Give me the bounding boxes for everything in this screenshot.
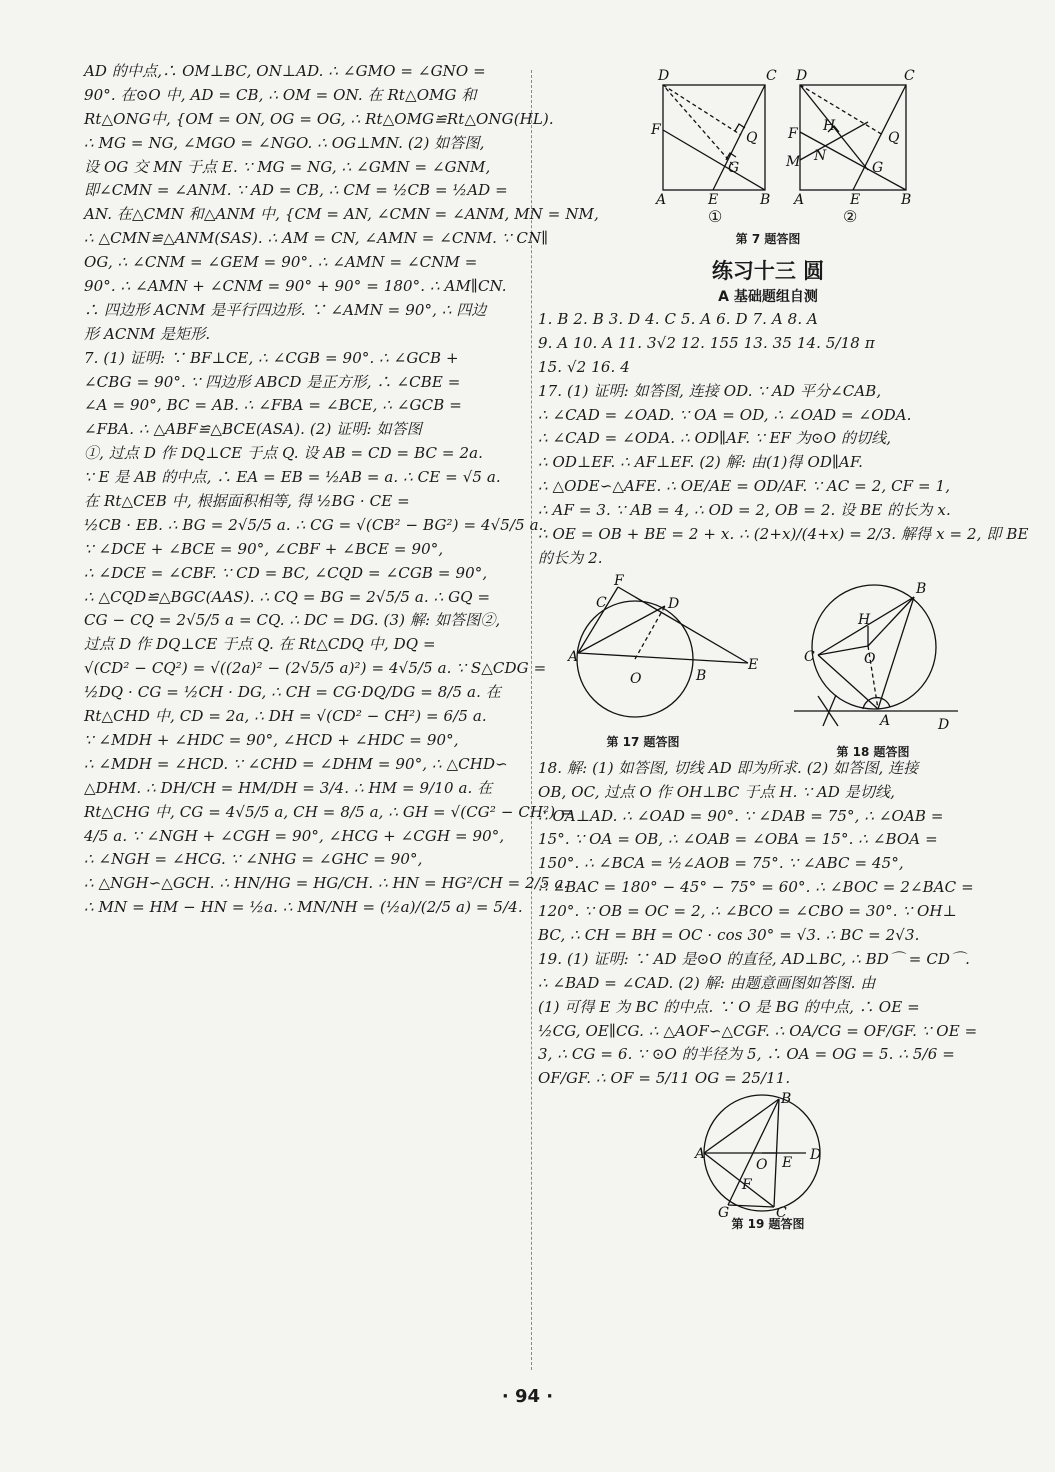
svg-text:B: B xyxy=(901,192,912,208)
text-line: ∴ ∠DCE = ∠CBF. ∵ CD = BC, ∠CQD = ∠CGB = 90°, xyxy=(84,563,488,582)
section-title: 练习十三 圆 xyxy=(711,259,825,283)
svg-text:H: H xyxy=(823,118,836,134)
figure-7-labels-2 xyxy=(785,68,915,208)
svg-text:O: O xyxy=(630,670,642,687)
figure-19-caption: 第 19 题答图 xyxy=(731,1217,805,1232)
svg-text:M: M xyxy=(786,154,801,170)
svg-text:F: F xyxy=(788,126,798,142)
svg-text:Q: Q xyxy=(888,130,900,146)
text-line: ∵ E 是 AB 的中点, ∴ EA = EB = ½AB = a. ∴ CE = √5 a. xyxy=(84,468,501,487)
text-line: 15°. ∵ OA = OB, ∴ ∠OAB = ∠OBA = 15°. ∴ ∠BOA = xyxy=(538,830,938,849)
svg-text:F: F xyxy=(651,122,661,138)
text-line: ∴ ∠CAD = ∠OAD. ∵ OA = OD, ∴ ∠OAD = ∠ODA. xyxy=(538,405,912,424)
svg-text:G: G xyxy=(718,1205,730,1222)
figure-7-caption: 第 7 题答图 xyxy=(735,232,801,246)
text-line: 在 Rt△CEB 中, 根据面积相等, 得 ½BG · CE = xyxy=(84,492,410,511)
svg-text:B: B xyxy=(781,1091,792,1108)
answers-text-block xyxy=(538,308,1029,571)
svg-text:B: B xyxy=(696,667,707,684)
svg-text:A: A xyxy=(568,648,579,665)
svg-text:E: E xyxy=(748,656,759,673)
svg-text:D: D xyxy=(810,1147,822,1164)
figure-17-labels xyxy=(566,573,758,687)
svg-text:G: G xyxy=(872,160,884,176)
svg-text:N: N xyxy=(814,148,827,164)
text-line: 即∠CMN = ∠ANM. ∵ AD = CB, ∴ CM = ½CB = ½AD = xyxy=(84,181,508,200)
figure-7-diagram xyxy=(538,60,998,230)
text-line: 4/5 a. ∵ ∠NGH + ∠CGH = 90°, ∠HCG + ∠CGH = 90°, xyxy=(84,826,505,845)
text-line: 7. (1) 证明: ∵ BF⊥CE, ∴ ∠CGB = 90°. ∴ ∠GCB + xyxy=(84,348,459,367)
svg-text:E: E xyxy=(850,192,861,208)
text-line: ½CG, OE∥CG. ∴ △AOF∽△CGF. ∴ OA/CG = OF/GF. ∵ OE = xyxy=(538,1021,978,1040)
solutions-text-block xyxy=(538,757,998,1091)
text-line: 过点 D 作 DQ⊥CE 于点 Q. 在 Rt△CDQ 中, DQ = xyxy=(84,635,436,654)
svg-text:D: D xyxy=(668,595,680,612)
svg-text:G: G xyxy=(728,160,740,176)
figures-17-18 xyxy=(538,571,998,757)
svg-text:H: H xyxy=(858,611,871,628)
svg-text:D: D xyxy=(938,716,950,733)
text-line: ∵ ∠MDH + ∠HDC = 90°, ∠HCD + ∠HDC = 90°, xyxy=(84,730,459,749)
text-line: ∴ OE = OB + BE = 2 + x. ∴ (2+x)/(4+x) = 2/3. 解得 x = 2, 即 BE xyxy=(538,525,1029,544)
text-line: CG − CQ = 2√5/5 a = CQ. ∴ DC = DG. (3) 解: 如答图②, xyxy=(84,611,501,630)
text-line: 90°. ∴ ∠AMN + ∠CNM = 90° + 90° = 180°. ∴ AM∥CN. xyxy=(84,277,507,296)
text-line: 1. B 2. B 3. D 4. C 5. A 6. D 7. A 8. A xyxy=(538,310,818,328)
svg-text:C: C xyxy=(804,648,815,665)
text-line: ∴ ∠CAD = ∠ODA. ∴ OD∥AF. ∵ EF 为⊙O 的切线, xyxy=(538,429,892,448)
svg-text:F: F xyxy=(614,572,624,589)
figure-7 xyxy=(538,60,998,246)
text-line: (1) 可得 E 为 BC 的中点. ∵ O 是 BG 的中点, ∴ OE = xyxy=(538,997,920,1016)
text-line: ∴ AF = 3. ∵ AB = 4, ∴ OD = 2, OB = 2. 设 BE 的长为 x. xyxy=(538,501,951,520)
text-line: Rt△ONG中, {OM = ON, OG = OG, ∴ Rt△OMG≌Rt△ONG(HL). xyxy=(84,109,554,128)
text-line: OB, OC, 过点 O 作 OH⊥BC 于点 H. ∵ AD 是切线, xyxy=(538,782,895,801)
text-line: ∵ ∠DCE + ∠BCE = 90°, ∠CBF + ∠BCE = 90°, xyxy=(84,539,444,558)
text-line: ①, 过点 D 作 DQ⊥CE 于点 Q. 设 AB = CD = BC = 2a. xyxy=(84,444,484,463)
text-line: 120°. ∵ OB = OC = 2, ∴ ∠BCO = ∠CBO = 30°. ∵ OH⊥ xyxy=(538,902,957,921)
text-line: 的长为 2. xyxy=(538,548,603,567)
figure-7-sub2: ② xyxy=(843,207,858,226)
svg-text:B: B xyxy=(916,580,927,597)
svg-text:O: O xyxy=(756,1157,768,1174)
page-number: · 94 · xyxy=(501,1386,554,1407)
svg-text:A: A xyxy=(794,192,805,208)
text-line: ½CB · EB. ∴ BG = 2√5/5 a. ∴ CG = √(CB² − BG²) = 4√5/5 a. xyxy=(84,515,544,534)
text-line: ∴ ∠MDH = ∠HCD. ∵ ∠CHD = ∠DHM = 90°, ∴ △CHD∽ xyxy=(84,754,508,773)
text-line: 3, ∴ CG = 6. ∵ ⊙O 的半径为 5, ∴ OA = OG = 5. ∴ 5/6 = xyxy=(538,1045,955,1064)
text-line: BC, ∴ CH = BH = OC · cos 30° = √3. ∴ BC = 2√3. xyxy=(538,926,920,945)
text-line: ∴ ∠BAD = ∠CAD. (2) 解: 由题意画图如答图. 由 xyxy=(538,973,876,992)
right-column xyxy=(538,60,1029,1232)
text-line: ∴ 四边形 ACNM 是平行四边形. ∵ ∠AMN = 90°, ∴ 四边 xyxy=(84,300,487,319)
svg-text:F: F xyxy=(742,1177,752,1194)
svg-text:B: B xyxy=(760,192,771,208)
text-line: ∴ MN = HM − HN = ½a. ∴ MN/NH = (½a)/(2/5 a) = 5/4. xyxy=(84,898,523,917)
text-line: 17. (1) 证明: 如答图, 连接 OD. ∵ AD 平分∠CAB, xyxy=(538,381,882,400)
text-line: ∠FBA. ∴ △ABF≌△BCE(ASA). (2) 证明: 如答图 xyxy=(84,420,422,439)
svg-text:A: A xyxy=(656,192,667,208)
svg-text:A: A xyxy=(880,712,891,729)
text-line: △DHM. ∴ DH/CH = HM/DH = 3/4. ∴ HM = 9/10 a. 在 xyxy=(84,778,493,797)
text-line: OG, ∴ ∠CNM = ∠GEM = 90°. ∴ ∠AMN = ∠CNM = xyxy=(84,253,478,272)
text-line: ∴ ∠NGH = ∠HCG. ∵ ∠NHG = ∠GHC = 90°, xyxy=(84,850,423,869)
figure-7-sub1: ① xyxy=(708,207,723,226)
svg-text:C: C xyxy=(776,1205,787,1222)
text-line: Rt△CHD 中, CD = 2a, ∴ DH = √(CD² − CH²) = 6/5 a. xyxy=(84,707,487,726)
text-line: AD 的中点,∴ OM⊥BC, ON⊥AD. ∴ ∠GMO = ∠GNO = xyxy=(84,62,486,80)
column-divider xyxy=(531,70,532,1370)
text-line: 150°. ∴ ∠BCA = ½∠AOB = 75°. ∵ ∠ABC = 45°, xyxy=(538,854,904,873)
text-line: 19. (1) 证明: ∵ AD 是⊙O 的直径, AD⊥BC, ∴ BD⌒ = CD⌒. xyxy=(538,949,971,968)
text-line: ∴ OD⊥EF. ∴ AF⊥EF. (2) 解: 由(1)得 OD∥AF. xyxy=(538,453,863,472)
text-line: ∴ △ODE∽△AFE. ∴ OE/AE = OD/AF. ∵ AC = 2, CF = 1, xyxy=(538,477,951,496)
section-subtitle: A 基础题组自测 xyxy=(718,289,818,305)
text-line: 9. A 10. A 11. 3√2 12. 155 13. 35 14. 5/18 π xyxy=(538,333,875,352)
svg-text:D: D xyxy=(658,68,670,84)
text-line: 18. 解: (1) 如答图, 切线 AD 即为所求. (2) 如答图, 连接 xyxy=(538,758,919,777)
text-line: ∴ △NGH∽△GCH. ∴ HN/HG = HG/CH. ∴ HN = HG²/CH = 2/5 a. xyxy=(84,874,569,893)
text-line: ∠A = 90°, BC = AB. ∴ ∠FBA = ∠BCE, ∴ ∠GCB = xyxy=(84,396,462,415)
text-line: ∴ ∠BAC = 180° − 45° − 75° = 60°. ∴ ∠BOC = 2∠BAC = xyxy=(538,878,974,897)
figure-17-caption: 第 17 题答图 xyxy=(606,734,680,749)
svg-text:E: E xyxy=(708,192,719,208)
text-line: 形 ACNM 是矩形. xyxy=(84,324,211,343)
svg-text:A: A xyxy=(695,1146,706,1163)
text-line: 15. √2 16. 4 xyxy=(538,357,630,376)
text-line: Rt△CHG 中, CG = 4√5/5 a, CH = 8/5 a, ∴ GH = √(CG² − CH²) = xyxy=(84,802,573,821)
figure-18-labels xyxy=(804,581,949,733)
figures-17-18-diagram xyxy=(538,571,998,731)
svg-text:Q: Q xyxy=(746,130,758,146)
text-line: OF/GF. ∴ OF = 5/11 OG = 25/11. xyxy=(538,1069,791,1088)
text-line: AN. 在△CMN 和△ANM 中, {CM = AN, ∠CMN = ∠ANM, MN = NM, xyxy=(84,205,599,224)
text-line: 设 OG 交 MN 于点 E. ∵ MG = NG, ∴ ∠GMN = ∠GNM, xyxy=(84,157,491,176)
text-line: ∠CBG = 90°. ∵ 四边形 ABCD 是正方形, ∴ ∠CBE = xyxy=(84,372,461,391)
svg-text:C: C xyxy=(596,594,607,611)
text-line: ∴ △CQD≌△BGC(AAS). ∴ CQ = BG = 2√5/5 a. ∴ GQ = xyxy=(84,587,491,606)
svg-text:C: C xyxy=(904,68,915,84)
text-line: ∴ △CMN≌△ANM(SAS). ∴ AM = CN, ∠AMN = ∠CNM. ∵ CN∥ xyxy=(84,229,549,248)
text-line: ∴ OA⊥AD. ∴ ∠OAD = 90°. ∵ ∠DAB = 75°, ∴ ∠OAB = xyxy=(538,806,944,825)
svg-text:D: D xyxy=(796,68,808,84)
figure-19-diagram xyxy=(538,1091,998,1222)
text-line: 90°. 在⊙O 中, AD = CB, ∴ OM = ON. 在 Rt△OMG 和 xyxy=(84,85,477,104)
svg-text:C: C xyxy=(766,68,777,84)
figure-19 xyxy=(538,1091,998,1231)
figure-18-caption: 第 18 题答图 xyxy=(836,744,910,759)
svg-text:O: O xyxy=(864,650,876,667)
text-line: ½DQ · CG = ½CH · DG, ∴ CH = CG·DQ/DG = 8/5 a. 在 xyxy=(84,683,501,702)
text-line: ∴ MG = NG, ∠MGO = ∠NGO. ∴ OG⊥MN. (2) 如答图, xyxy=(84,133,485,152)
text-line: √(CD² − CQ²) = √((2a)² − (2√5/5 a)²) = 4√5/5 a. ∵ S△CDG = xyxy=(84,659,547,678)
svg-text:E: E xyxy=(782,1155,793,1172)
